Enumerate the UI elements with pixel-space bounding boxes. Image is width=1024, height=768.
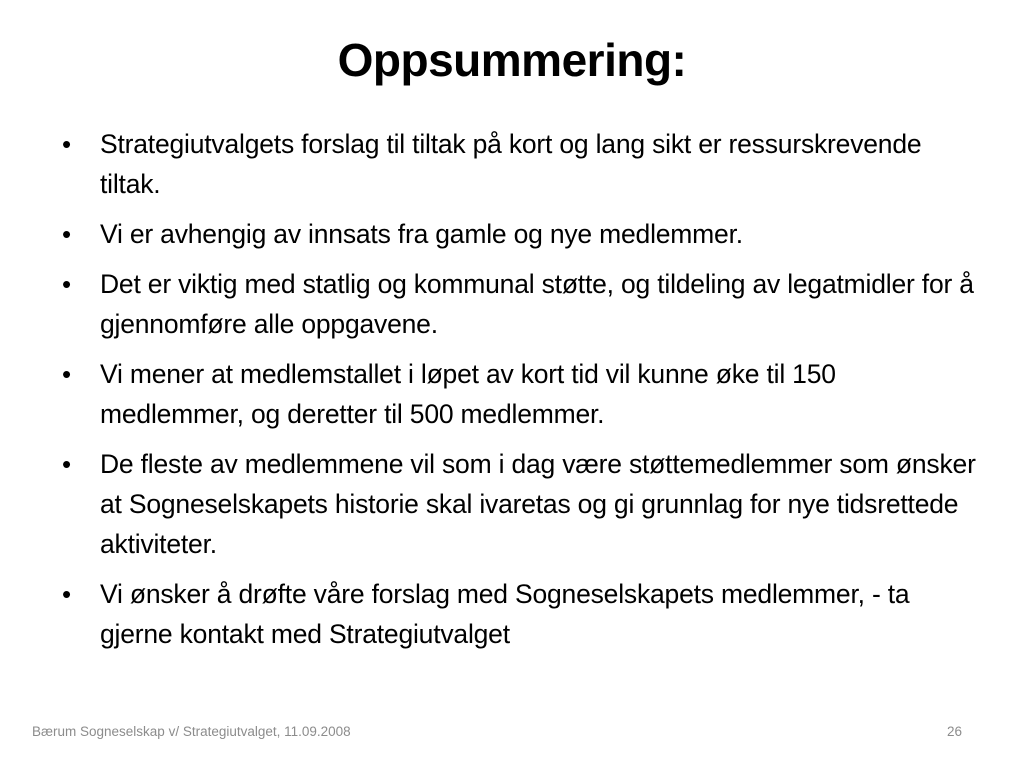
footer-text: Bærum Sogneselskap v/ Strategiutvalget, 11.09.2008: [32, 724, 351, 739]
bullet-icon: •: [62, 449, 71, 479]
slide-title: Oppsummering:: [337, 34, 687, 86]
bullet-icon: •: [62, 579, 71, 609]
bullet-item-6: [60, 574, 980, 654]
bullet-text: Det er viktig med statlig og kommunal støtte, og tildeling av legatmidler for å gjennomføre alle oppgavene.: [100, 269, 974, 339]
bullet-item-2: [60, 214, 980, 254]
bullet-icon: •: [62, 269, 71, 299]
bullet-icon: •: [62, 129, 71, 159]
bullet-icon: •: [62, 219, 71, 249]
bullet-item-1: [60, 124, 980, 204]
bullet-text: Vi mener at medlemstallet i løpet av kort tid vil kunne øke til 150 medlemmer, og deretter til 500 medlemmer.: [100, 359, 836, 429]
bullet-text: Strategiutvalgets forslag til tiltak på kort og lang sikt er ressurskrevende tiltak.: [100, 129, 922, 199]
bullet-item-5: [60, 444, 980, 564]
bullet-text: Vi ønsker å drøfte våre forslag med Sogneselskapets medlemmer, - ta gjerne kontakt med Strategiutvalget: [100, 579, 910, 649]
bullet-item-3: [60, 264, 980, 344]
bullet-text: De fleste av medlemmene vil som i dag være støttemedlemmer som ønsker at Sogneselskapets historie skal ivaretas og gi grunnlag for nye tidsrettede aktiviteter.: [100, 449, 976, 559]
page-number: 26: [946, 724, 962, 739]
bullet-text: Vi er avhengig av innsats fra gamle og nye medlemmer.: [100, 219, 743, 249]
bullet-icon: •: [62, 359, 71, 389]
bullet-item-4: [60, 354, 980, 434]
bullet-list: [60, 124, 980, 664]
